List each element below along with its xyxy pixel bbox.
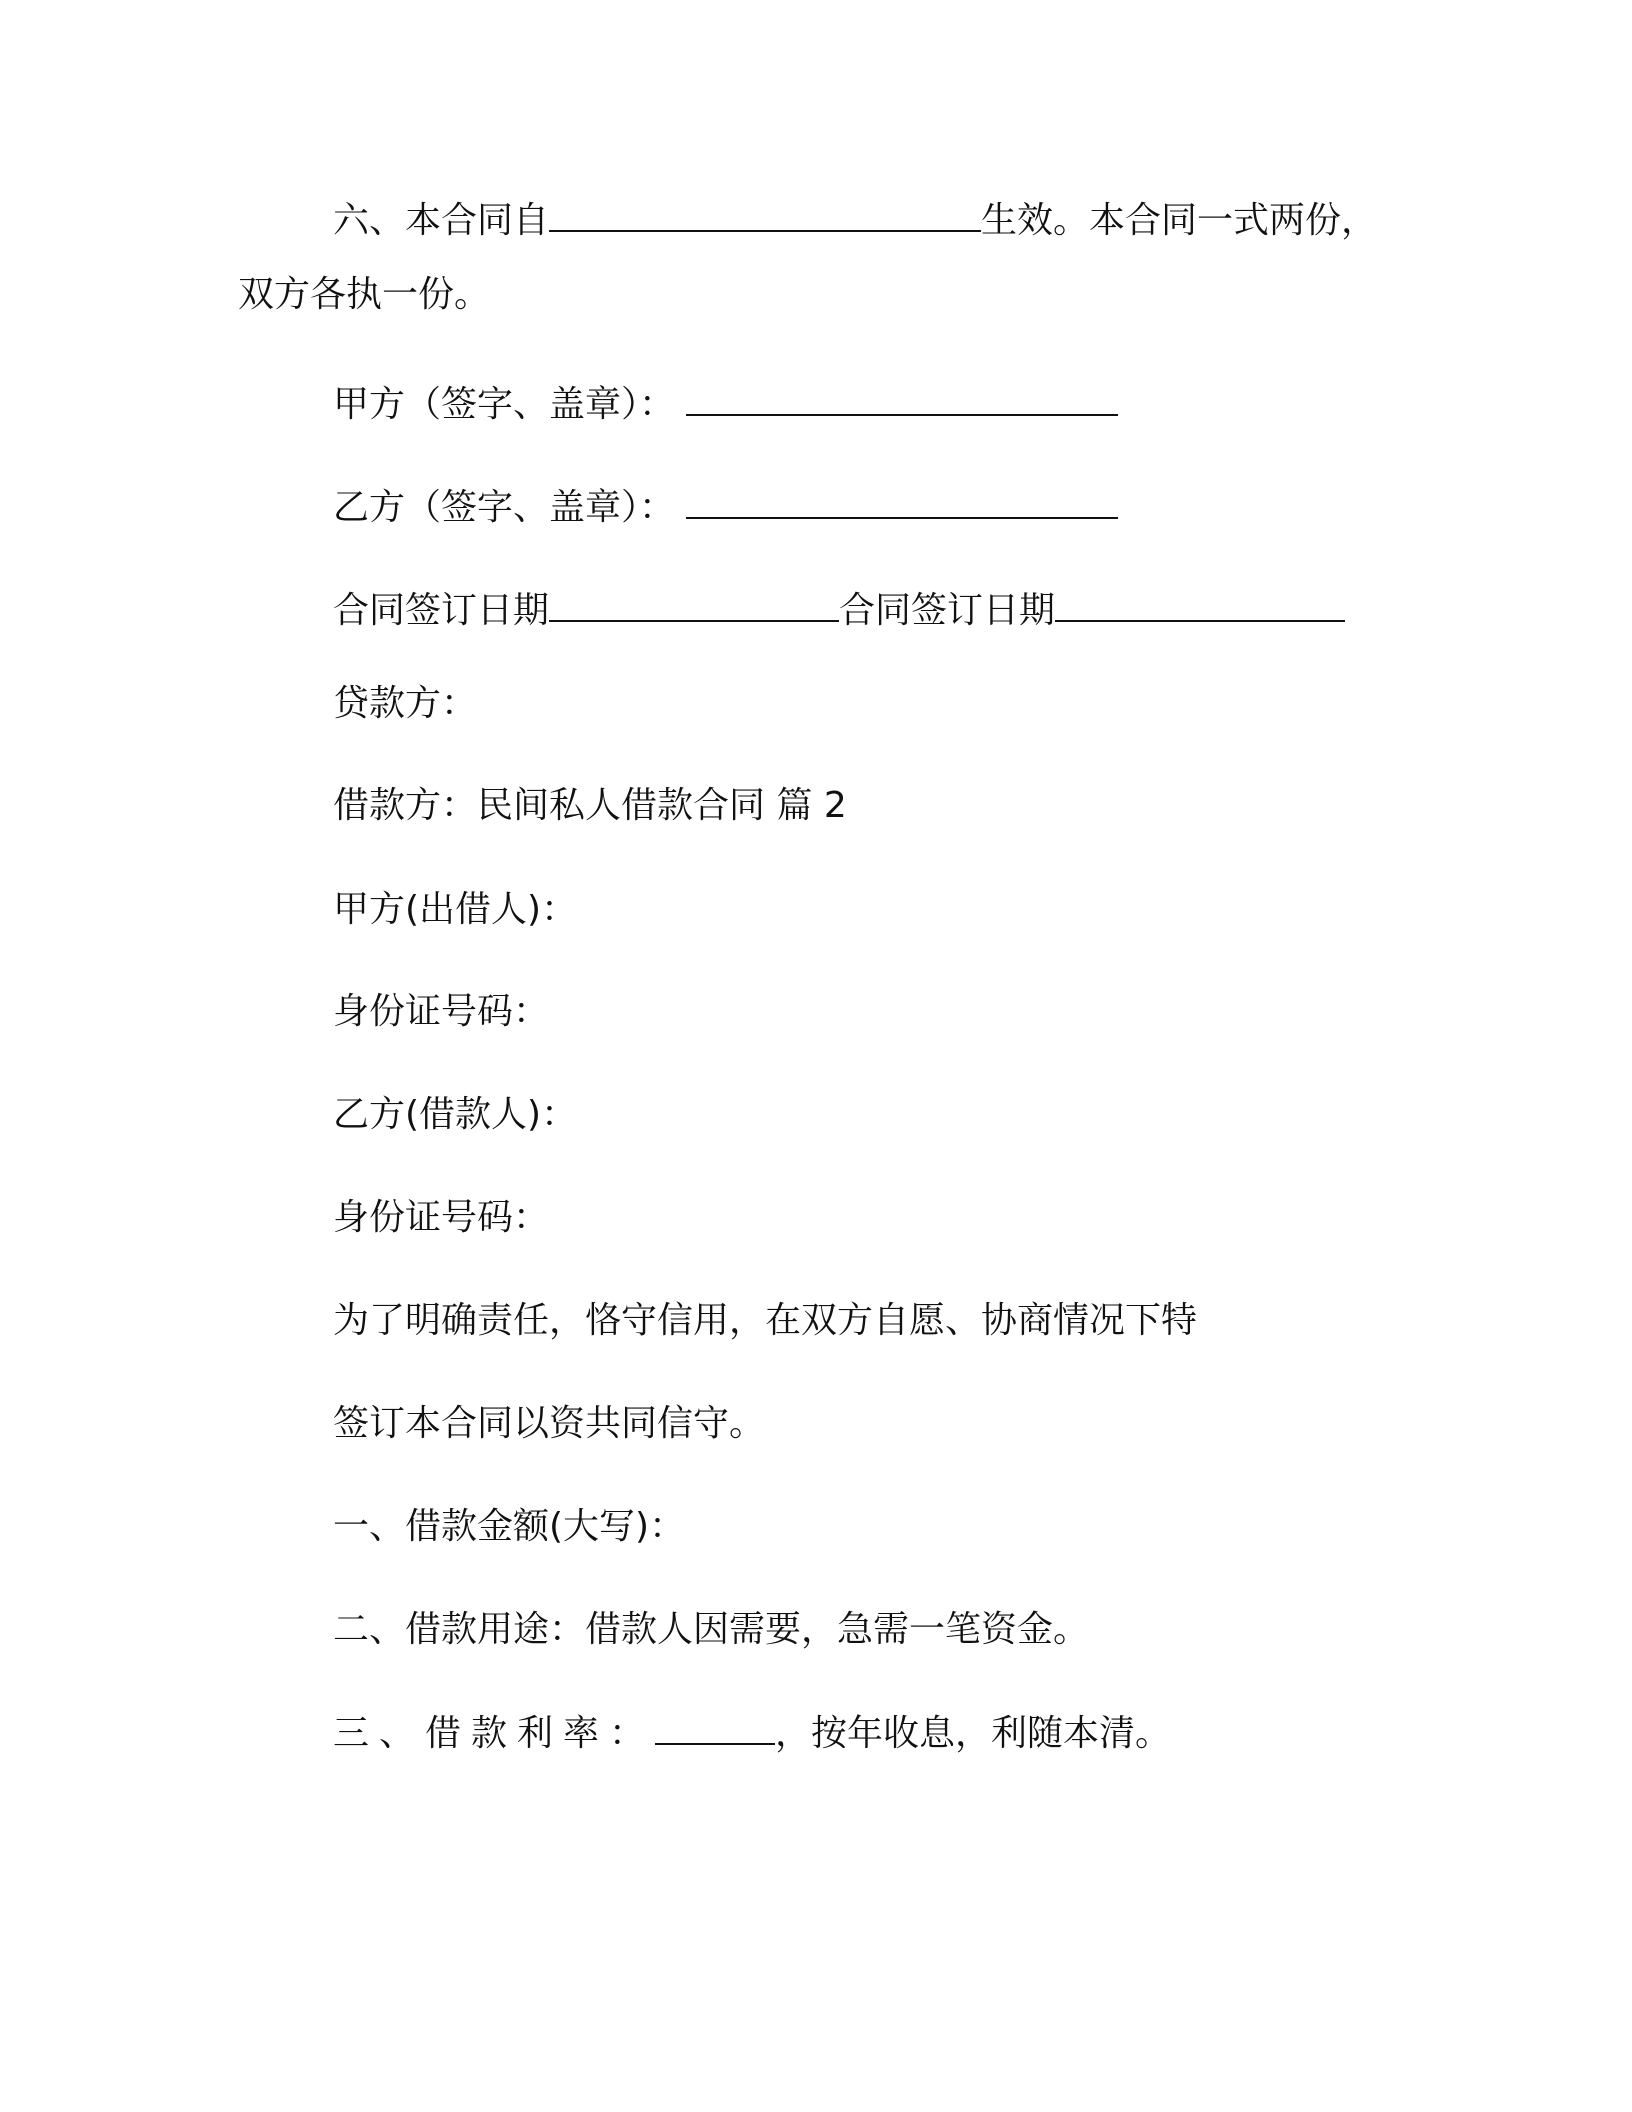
sign-date-line [333,586,1345,635]
effective-date-blank [549,196,981,232]
item-one-line [333,1503,685,1551]
borrower-line [333,782,847,830]
sign-date-label-1: 合同签订日期 [333,590,550,631]
clause-six-line [333,196,1377,245]
clause-six-suffix: 生效。本合同一式两份， [981,200,1378,241]
item-one-text: 一、借款金额(大写)： [333,1506,686,1547]
id-number-line-1 [333,988,549,1036]
sign-date-blank-1 [549,586,839,622]
clause-six-continued-text: 双方各执一份。 [238,274,491,315]
party-b-signature-blank [686,483,1118,519]
clause-six-prefix: 六、本合同自 [333,200,550,241]
preamble-text-1: 为了明确责任，恪守信用，在双方自愿、协商情况下特 [333,1300,1198,1341]
sign-date-label-2: 合同签订日期 [839,590,1056,631]
id-number-label-2: 身份证号码： [333,1197,550,1238]
id-number-label-1: 身份证号码： [333,991,550,1032]
id-number-line-2 [333,1194,549,1242]
party-b-sign-label: 乙方（签字、盖章）： [333,487,676,528]
party-a-signature-blank [686,380,1118,416]
borrower-label: 借款方：民间私人借款合同 篇 2 [333,785,847,826]
party-b-borrower-label: 乙方(借款人)： [333,1094,578,1135]
interest-rate-blank [655,1709,775,1745]
party-a-sign-label: 甲方（签字、盖章）： [333,384,676,425]
party-a-lender-label: 甲方(出借人)： [333,889,578,930]
preamble-line-1 [333,1297,1197,1345]
item-two-line [333,1606,1089,1654]
preamble-text-2: 签订本合同以资共同信守。 [333,1403,766,1444]
sign-date-blank-2 [1055,586,1345,622]
lender-line [333,680,477,728]
preamble-line-2 [333,1400,765,1448]
party-b-signature-line [333,483,1118,532]
party-a-lender-line [333,886,577,934]
item-three-line [333,1709,1171,1758]
item-three-suffix: ，按年收息，利随本清。 [775,1713,1172,1754]
party-a-signature-line [333,380,1118,429]
item-three-prefix: 三、借款利率： [333,1713,656,1754]
lender-label: 贷款方： [333,683,478,724]
item-two-text: 二、借款用途：借款人因需要，急需一笔资金。 [333,1609,1090,1650]
party-b-borrower-line [333,1091,577,1139]
clause-six-continued [238,271,490,319]
